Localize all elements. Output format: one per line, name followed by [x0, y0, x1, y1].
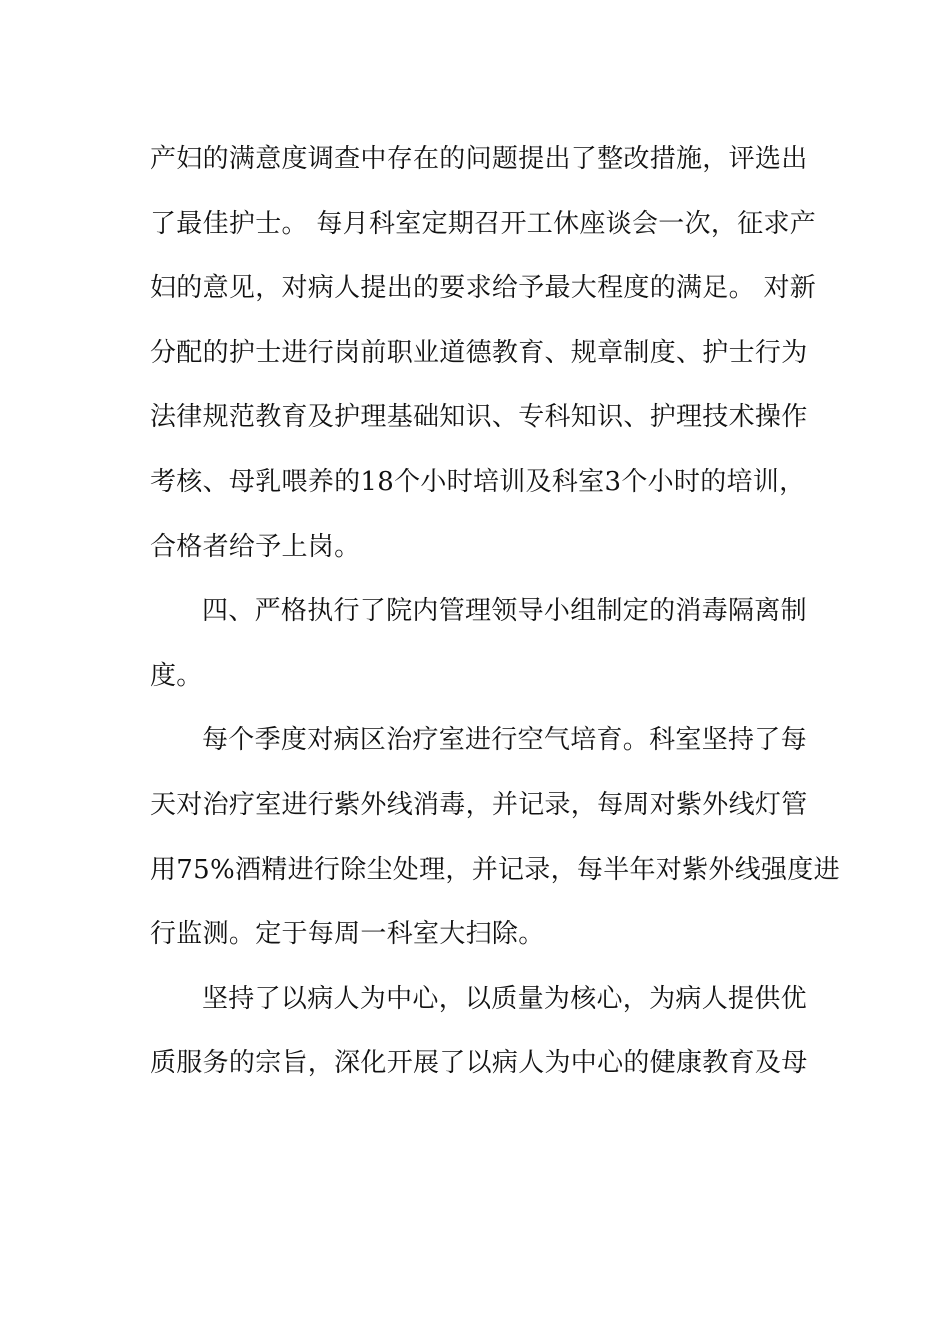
paragraph-start: 每个季度对病区治疗室进行空气培育。科室坚持了每	[202, 725, 807, 756]
text-line: 质服务的宗旨，深化开展了以病人为中心的健康教育及母	[150, 1048, 808, 1079]
text-line: 天对治疗室进行紫外线消毒，并记录，每周对紫外线灯管	[150, 789, 808, 820]
text-line: 分配的护士进行岗前职业道德教育、规章制度、护士行为	[150, 337, 808, 368]
text-line: 妇的意见，对病人提出的要求给予最大程度的满足。 对新	[150, 273, 817, 304]
text-line: 合格者给予上岗。	[150, 531, 361, 562]
text-line: 用75%酒精进行除尘处理，并记录，每半年对紫外线强度进	[150, 854, 840, 885]
text-line: 法律规范教育及护理基础知识、专科知识、护理技术操作	[150, 402, 808, 433]
body-text	[150, 127, 840, 1096]
text-line: 行监测。定于每周一科室大扫除。	[150, 919, 545, 950]
text-line: 考核、母乳喂养的18个小时培训及科室3个小时的培训，	[150, 466, 806, 497]
section-heading: 四、严格执行了院内管理领导小组制定的消毒隔离制	[202, 596, 807, 627]
text-line: 产妇的满意度调查中存在的问题提出了整改措施，评选出	[150, 144, 808, 174]
text-line: 度。	[150, 660, 203, 691]
paragraph-start: 坚持了以病人为中心，以质量为核心，为病人提供优	[202, 983, 807, 1014]
text-line: 了最佳护士。 每月科室定期召开工休座谈会一次，征求产	[150, 208, 817, 239]
